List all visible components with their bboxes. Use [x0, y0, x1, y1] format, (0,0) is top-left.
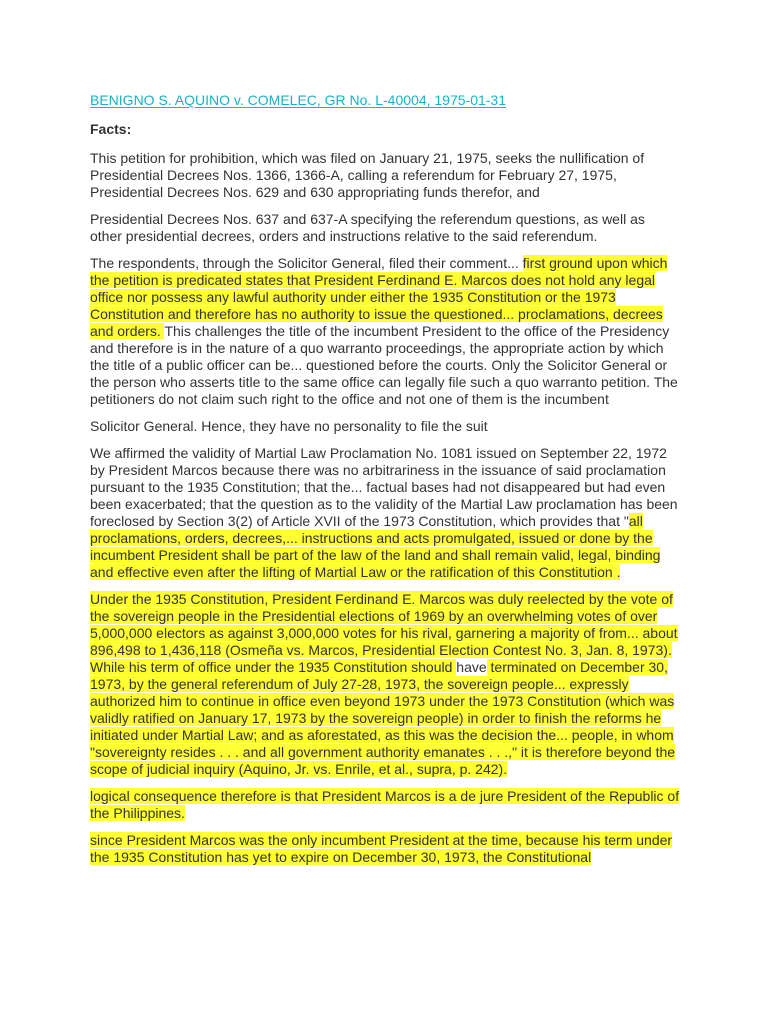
paragraph-8-highlight: since President Marcos was the only incumbent President at the time, because his term under the 1935 Constitution has yet to expire on December 30, 1973, the Constitutional — [90, 832, 673, 865]
paragraph-5 — [90, 445, 680, 581]
facts-heading: Facts: — [90, 121, 132, 137]
paragraph-4: Solicitor General. Hence, they have no personality to file the suit — [90, 418, 488, 434]
paragraph-7-highlight: logical consequence therefore is that President Marcos is a de jure President of the Republic of the Philippines. — [90, 788, 680, 821]
paragraph-5-text: We affirmed the validity of Martial Law Proclamation No. 1081 issued on September 22, 1972 by President Marcos because there was no arbitrariness in the issuance of said proclamation pursuant to the 1935 Constitution; that the... factual bases had not disappeared but had even been exacerbated; that the question as to the validity of the Martial Law proclamation has been foreclosed by Section 3(2) of Article XVII of the 1973 Constitution, which provides that " — [90, 445, 678, 529]
paragraph-7 — [90, 788, 680, 822]
paragraph-3 — [90, 255, 680, 408]
paragraph-3-text-b: This challenges the title of the incumbent President to the office of the Presidency and therefore is in the nature of a quo warranto proceedings, the appropriate action by which the title of a public officer can be... questioned before the courts. Only the Solicitor General or the person who asserts title to the same office can legally file such a quo warranto petition. The petitioners do not claim such right to the office and not one of them is the incumbent — [90, 323, 678, 407]
paragraph-1: This petition for prohibition, which was filed on January 21, 1975, seeks the nullification of Presidential Decrees Nos. 1366, 1366-A, calling a referendum for February 27, 1975, Presidential Decrees Nos. 629 and 630 appropriating funds therefor, and — [90, 150, 645, 200]
paragraph-6-highlight-b: terminated on December 30, 1973, by the general referendum of July 27-28, 1973, the sovereign people... expressly authorized him to continue in office even beyond 1973 under the 1973 Constitution (which was validly ratified on January 17, 1973 by the sovereign people) in order to finish the reforms he initiated under Martial Law; and as aforestated, as this was the decision the... people, in whom "sovereignty resides . . . and all government authority emanates . . .," it is therefore beyond the scope of judicial inquiry (Aquino, Jr. vs. Enrile, et al., supra, p. 242). — [90, 659, 676, 777]
paragraph-8 — [90, 832, 680, 866]
document-page — [90, 92, 680, 876]
paragraph-2: Presidential Decrees Nos. 637 and 637-A specifying the referendum questions, as well as other presidential decrees, orders and instructions relative to the said referendum. — [90, 211, 645, 244]
paragraph-3-highlight: first ground upon which the petition is predicated states that President Ferdinand E. Marcos does not hold any legal office nor possess any lawful authority under either the 1935 Constitution or the 1973 Constitution and therefore has no authority to issue the questioned... proclamations, decrees and orders. — [90, 255, 668, 339]
case-title-link[interactable]: BENIGNO S. AQUINO v. COMELEC, GR No. L-40004, 1975-01-31 — [90, 92, 507, 108]
paragraph-3-text-a: The respondents, through the Solicitor General, filed their comment... — [90, 255, 523, 271]
paragraph-5-highlight: all proclamations, orders, decrees,... instructions and acts promulgated, issued or done by the incumbent President shall be part of the law of the land and shall remain valid, legal, binding and effective even after the lifting of Martial Law or the ratification of this Constitution . — [90, 513, 661, 580]
paragraph-6-highlight-a: Under the 1935 Constitution, President Ferdinand E. Marcos was duly reelected by the vote of the sovereign people in the Presidential elections of 1969 by an overwhelming votes of over 5,000,000 electors as against 3,000,000 votes for his rival, garnering a majority of from... about 896,498 to 1,436,118 (Osmeña vs. Marcos, Presidential Election Contest No. 3, Jan. 8, 1973). While his term of office under the 1935 Constitution should — [90, 591, 678, 675]
paragraph-6 — [90, 591, 680, 778]
paragraph-6-text: have — [456, 659, 487, 675]
